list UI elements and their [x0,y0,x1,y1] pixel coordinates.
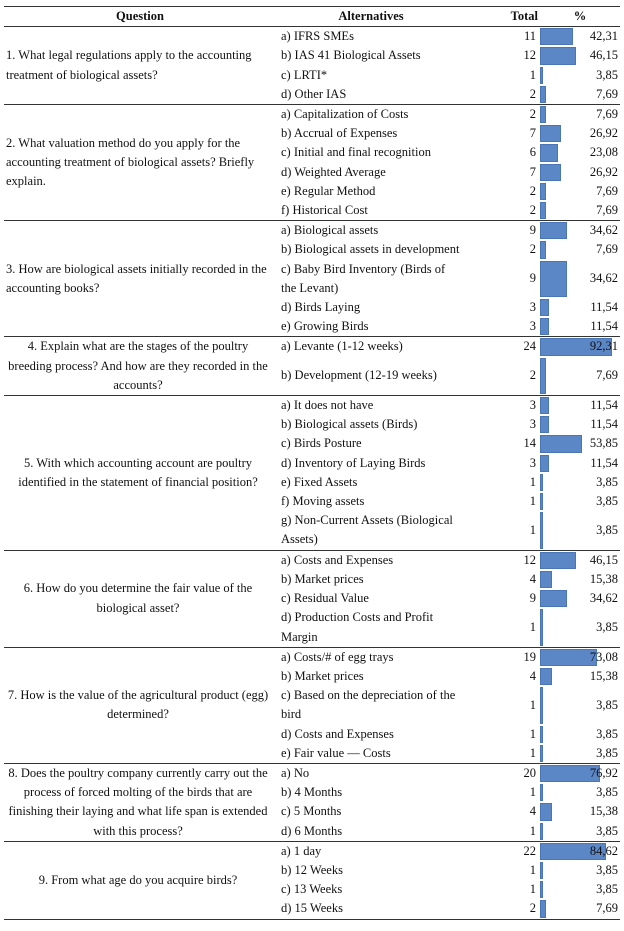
percent-value: 3,85 [596,619,618,634]
total-count: 6 [529,145,536,160]
percent-value: 3,85 [596,785,618,800]
percent-bar [540,318,549,335]
percent-value: 34,62 [589,271,618,286]
alternative-label: d) Production Costs and Profit Margin [281,610,434,644]
question-text: 7. How is the value of the agricultural product (egg) determined? [7,688,269,722]
percent-value: 26,92 [589,164,618,179]
alternative-label: e) Regular Method [281,183,376,198]
total-count: 1 [529,697,536,712]
percent-bar [540,106,546,123]
alternative-label: b) Market prices [281,571,364,586]
percent-value: 15,38 [589,571,618,586]
survey-results-table [4,6,620,920]
percent-cell [540,46,620,65]
alternative-label: f) Historical Cost [281,203,368,218]
percent-value: 3,85 [596,67,618,82]
total-count: 1 [529,67,536,82]
percent-value: 11,54 [590,455,618,470]
percent-bar [540,261,567,297]
question-section-6 [4,550,620,647]
alternative-label: c) 5 Months [281,804,342,819]
alternative-label: b) Biological assets in development [281,242,460,257]
percent-bar [540,823,543,840]
alternative-label: g) Non-Current Assets (Biological Assets) [281,513,453,547]
total-count: 3 [529,398,536,413]
percent-cell [540,396,620,416]
table-row [4,647,620,667]
alternative-label: a) It does not have [281,398,374,413]
percent-value: 84,62 [589,843,618,858]
percent-value: 3,85 [596,697,618,712]
percent-bar [540,726,543,743]
percent-bar [540,474,543,491]
percent-cell [540,337,620,357]
alternative-label: b) Market prices [281,668,364,683]
percent-cell [540,298,620,317]
percent-cell [540,105,620,125]
total-count: 7 [529,126,536,141]
percent-value: 3,85 [596,745,618,760]
total-count: 2 [529,86,536,101]
percent-cell [540,317,620,337]
percent-bar [540,202,546,219]
table-row [4,550,620,570]
alternative-label: e) Growing Birds [281,319,369,334]
percent-cell [540,647,620,667]
percent-value: 73,08 [589,649,618,664]
percent-value: 42,31 [589,29,618,44]
total-count: 2 [529,368,536,383]
header-alternatives: Alternatives [338,9,404,23]
percent-value: 7,69 [596,242,618,257]
total-count: 19 [523,649,536,664]
question-text: 3. How are biological assets initially recorded in the accounting books? [6,261,267,295]
percent-cell [540,492,620,511]
question-text: 2. What valuation method do you apply for the accounting treatment of biological assets? Briefly explain. [6,135,255,189]
alternative-label: a) Costs/# of egg trays [281,649,394,664]
question-section-5 [4,396,620,551]
percent-value: 3,85 [596,474,618,489]
percent-value: 15,38 [589,804,618,819]
total-count: 2 [529,203,536,218]
alternative-label: c) Initial and final recognition [281,145,431,160]
percent-bar [540,67,543,84]
percent-cell [540,841,620,861]
percent-bar [540,299,549,316]
percent-bar [540,358,546,394]
percent-value: 34,62 [589,591,618,606]
header-question: Question [116,9,164,23]
total-count: 12 [523,48,536,63]
alternative-label: c) LRTI* [281,67,328,82]
alternative-label: b) Development (12-19 weeks) [281,368,437,383]
percent-bar [540,47,576,64]
table-row [4,763,620,783]
table-row [4,221,620,241]
total-count: 9 [529,271,536,286]
alternative-label: b) 4 Months [281,785,343,800]
percent-bar [540,455,549,472]
percent-bar [540,552,576,569]
percent-cell [540,899,620,919]
alternative-label: d) Other IAS [281,86,347,101]
total-count: 2 [529,183,536,198]
total-count: 1 [529,474,536,489]
question-section-2 [4,105,620,221]
alternative-label: c) 13 Weeks [281,882,343,897]
percent-cell [540,434,620,453]
question-text: 4. Explain what are the stages of the poultry breeding process? And how are they recorded in the accounts? [8,339,268,392]
table-row [4,337,620,357]
total-count: 1 [529,726,536,741]
percent-value: 7,69 [596,368,618,383]
percent-bar [540,881,543,898]
percent-value: 3,85 [596,882,618,897]
total-count: 1 [529,745,536,760]
percent-value: 15,38 [589,668,618,683]
total-count: 24 [523,339,536,354]
percent-cell [540,686,620,724]
percent-cell [540,783,620,802]
total-count: 4 [529,571,536,586]
percent-cell [540,85,620,105]
percent-bar [540,144,558,161]
percent-cell [540,240,620,259]
percent-value: 7,69 [596,86,618,101]
percent-bar [540,28,573,45]
alternative-label: d) 15 Weeks [281,901,343,916]
percent-value: 3,85 [596,862,618,877]
alternative-label: c) Based on the depreciation of the bird [281,688,456,722]
percent-bar [540,183,546,200]
percent-bar [540,900,546,917]
percent-cell [540,802,620,821]
percent-cell [540,763,620,783]
alternative-label: b) Biological assets (Birds) [281,417,418,432]
percent-bar [540,416,549,433]
percent-cell [540,27,620,47]
percent-cell [540,511,620,550]
table-row [4,105,620,125]
percent-cell [540,260,620,298]
percent-cell [540,880,620,899]
total-count: 9 [529,223,536,238]
total-count: 1 [529,862,536,877]
alternative-label: b) IAS 41 Biological Assets [281,48,421,63]
percent-value: 7,69 [596,107,618,122]
percent-value: 46,15 [589,552,618,567]
alternative-label: a) Capitalization of Costs [281,107,409,122]
question-text: 9. From what age do you acquire birds? [38,872,238,887]
percent-bar [540,687,543,723]
alternative-label: c) Baby Bird Inventory (Birds of the Levant) [281,261,446,295]
total-count: 20 [523,765,536,780]
percent-value: 7,69 [596,183,618,198]
total-count: 3 [529,319,536,334]
percent-cell [540,473,620,492]
total-count: 1 [529,619,536,634]
total-count: 2 [529,107,536,122]
percent-bar [540,512,543,548]
percent-value: 11,54 [590,300,618,315]
percent-cell [540,221,620,241]
percent-cell [540,182,620,201]
percent-bar [540,397,549,414]
percent-value: 7,69 [596,901,618,916]
alternative-label: e) Fixed Assets [281,474,358,489]
question-section-7 [4,647,620,763]
question-text: 1. What legal regulations apply to the accounting treatment of biological assets? [6,48,252,82]
question-section-4 [4,337,620,396]
percent-bar [540,435,582,452]
percent-cell [540,608,620,647]
alternative-label: a) 1 day [281,843,322,858]
percent-cell [540,66,620,85]
percent-value: 11,54 [590,417,618,432]
percent-bar [540,222,567,239]
alternative-label: a) Costs and Expenses [281,552,394,567]
percent-cell [540,550,620,570]
question-text: 8. Does the poultry company currently carry out the process of forced molting of the birds that are finishing their laying and what life span is extended with this process? [8,765,268,838]
table-row [4,841,620,861]
total-count: 4 [529,668,536,683]
alternative-label: a) No [281,765,310,780]
header-total: Total [510,9,538,23]
table-header [4,7,620,27]
total-count: 9 [529,591,536,606]
percent-value: 34,62 [589,223,618,238]
header-percent: % [573,9,587,23]
total-count: 1 [529,785,536,800]
percent-value: 26,92 [589,126,618,141]
question-text: 5. With which accounting account are poultry identified in the statement of financial position? [18,455,258,489]
total-count: 3 [529,455,536,470]
percent-bar [540,164,561,181]
percent-value: 92,31 [589,339,618,354]
percent-bar [540,241,546,258]
percent-bar [540,125,561,142]
header-row [4,7,620,27]
alternative-label: a) IFRS SMEs [281,29,354,44]
total-count: 4 [529,804,536,819]
table-row [4,27,620,47]
percent-bar [540,862,543,879]
total-count: 1 [529,823,536,838]
percent-cell [540,415,620,434]
percent-cell [540,589,620,608]
alternative-label: d) 6 Months [281,823,343,838]
alternative-label: d) Inventory of Laying Birds [281,455,426,470]
total-count: 12 [523,552,536,567]
percent-bar [540,649,597,666]
alternative-label: d) Birds Laying [281,300,361,315]
total-count: 3 [529,300,536,315]
percent-value: 53,85 [589,436,618,451]
percent-value: 11,54 [590,398,618,413]
total-count: 1 [529,882,536,897]
percent-cell [540,124,620,143]
percent-bar [540,784,543,801]
percent-value: 76,92 [589,765,618,780]
total-count: 1 [529,494,536,509]
percent-bar [540,571,552,588]
percent-value: 11,54 [590,319,618,334]
percent-cell [540,667,620,686]
percent-cell [540,201,620,221]
percent-bar [540,590,567,607]
percent-bar [540,493,543,510]
question-section-9 [4,841,620,919]
percent-cell [540,454,620,473]
percent-value: 3,85 [596,823,618,838]
total-count: 7 [529,164,536,179]
survey-results-table-container [4,6,620,920]
table-row [4,396,620,416]
total-count: 2 [529,242,536,257]
alternative-label: f) Moving assets [281,494,365,509]
total-count: 22 [523,843,536,858]
percent-bar [540,745,543,762]
percent-bar [540,668,552,685]
percent-cell [540,725,620,744]
percent-value: 3,85 [596,522,618,537]
total-count: 3 [529,417,536,432]
total-count: 11 [523,29,536,44]
total-count: 2 [529,901,536,916]
percent-cell [540,163,620,182]
question-section-8 [4,763,620,841]
alternative-label: b) 12 Weeks [281,862,343,877]
alternative-label: d) Costs and Expenses [281,726,394,741]
percent-cell [540,357,620,396]
alternative-label: a) Biological assets [281,223,379,238]
percent-cell [540,822,620,842]
percent-cell [540,570,620,589]
total-count: 1 [529,522,536,537]
percent-bar [540,803,552,820]
percent-value: 23,08 [589,145,618,160]
alternative-label: b) Accrual of Expenses [281,126,398,141]
percent-value: 3,85 [596,726,618,741]
percent-value: 46,15 [589,48,618,63]
percent-cell [540,744,620,764]
percent-value: 7,69 [596,203,618,218]
percent-cell [540,861,620,880]
alternative-label: c) Birds Posture [281,436,362,451]
percent-cell [540,143,620,162]
alternative-label: a) Levante (1-12 weeks) [281,339,403,354]
alternative-label: e) Fair value — Costs [281,745,391,760]
question-text: 6. How do you determine the fair value of the biological asset? [23,581,253,615]
question-section-3 [4,221,620,337]
alternative-label: c) Residual Value [281,591,369,606]
percent-bar [540,86,546,103]
total-count: 14 [523,436,536,451]
percent-value: 3,85 [596,494,618,509]
percent-bar [540,609,543,645]
question-section-1 [4,27,620,105]
alternative-label: d) Weighted Average [281,164,386,179]
